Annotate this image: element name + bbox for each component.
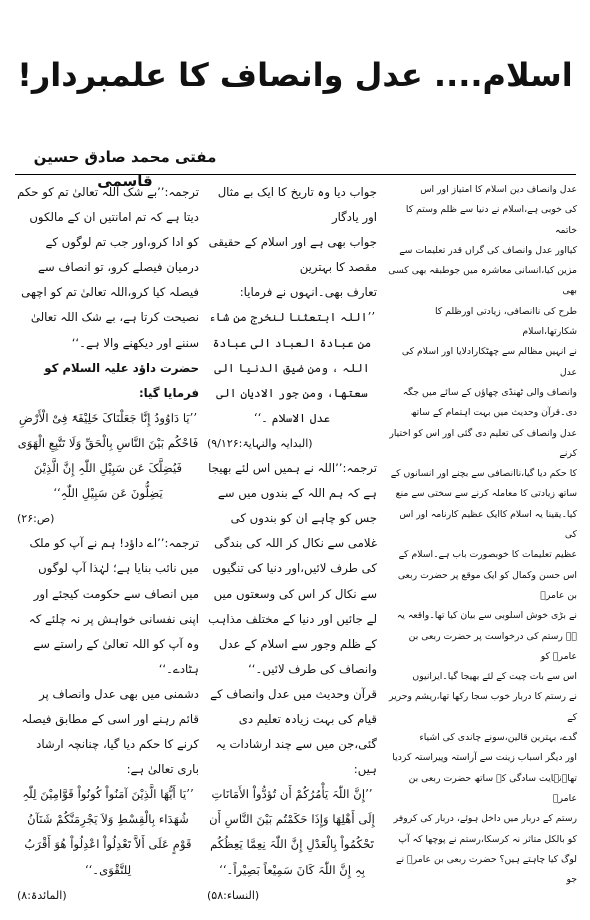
quran-verse: ’’إِنَّ اللّٰہَ یَأْمُرُکُمْ أَن تُؤدُّواْ الأَمَانَاتِ إِلَی أَھْلِھَا وَإِذَا حَکَمْتُم بَیْنَ النَّاسِ أَن تَحْکُمُواْ بِالْعَدْلِ إِنَّ اللّٰہَ نِعِمَّا یَعِظُکُم بِہِ إِنَّ اللّٰہَ کَانَ سَمِیْعاً بَصِیْراً۔‘‘ (209, 787, 375, 877)
body-line: عدل وانصاف دین اسلام کا امتیاز اور اس (420, 184, 577, 195)
translation-paragraph: ترجمہ:’’اے داؤد! ہم نے آپ کو ملک میں نائب بنایا ہے؛ لہٰذا آپ لوگوں میں انصاف سے حکومت کیجئے اور اپنی نفسانی خواہش پر نہ چلئے کہ وہ آپ کو اللہ تعالیٰ کے راستے سے ہٹادے۔‘‘ (28, 536, 199, 676)
column-middle (207, 180, 377, 908)
header-divider (15, 174, 576, 175)
body-line: کو بالکل متاثر نہ کرسکا،رستم نے پوچھا کہ آپ (398, 833, 577, 845)
column-right (387, 180, 577, 890)
quran-verse: ’’یَا أَیُّھَا الَّذِیْنَ آمَنُواْ کُونُواْ قَوَّامِیْنَ لِلّٰہِ شُھَدَاء بِالْقِسْطِ وَلاَ یَجْرِمَنَّکُمْ شَنَآنُ قَوْمٍ عَلَی أَلاَّ تَعْدِلُواْ اعْدِلُواْ ھُوَ أَقْرَبُ لِلتَّقْوَی۔‘‘ (22, 787, 194, 877)
body-paragraph: قرآن وحدیث میں عدل وانصاف کے قیام کی بہت زیادہ تعلیم دی گئی،جن میں سے چند ارشادات یہ ہیں: (210, 686, 377, 777)
body-line: کیااور عدل وانصاف کی گراں قدر تعلیمات سے (399, 244, 577, 256)
body-line: تعارف بھی۔انہوں نے فرمایا: (239, 285, 377, 300)
body-line: تھا۔نہایت سادگی کے ساتھ حضرت ربعی بن عامرؓ (408, 772, 577, 804)
body-line: مزین کیا،انسانی معاشرہ میں جوطبقہ بھی کسی بھی (388, 265, 577, 297)
verse-reference: (المائدۃ:۸) (17, 888, 67, 902)
body-line: نے بڑی خوش اسلوبی سے بیان کیا تھا۔واقعہ یہ (396, 610, 577, 622)
translation-paragraph: ترجمہ:’’بے شک اللہ تعالیٰ تم کو حکم دیتا ہے کہ تم امانتیں ان کے مالکوں کو ادا کرو،اور جب تم لوگوں کے درمیان فیصلے کرو، تو انصاف سے فیصلہ کیا کرو،اللہ تعالیٰ تم کو اچھی نصیحت کرتا ہے، بے شک اللہ تعالیٰ سننے اور دیکھنے والا ہے۔‘‘ (17, 185, 199, 350)
body-line: گدے، بہترین قالین،سونے چاندی کی اشیاء (419, 732, 577, 744)
author-byline: مفتی محمد صادق حسین قاسمی (33, 148, 217, 190)
body-line: رستم کے دربار میں داخل ہوئے، دربار کی کروفر (393, 813, 577, 825)
body-line: ہے رستم کی درخواست پر حضرت ربعی بن عامرؓ کو (408, 630, 577, 662)
body-line: اور دیگر اسباب زینت سے آراستہ وپیراستہ کردیا (392, 752, 577, 764)
body-line: دی۔قرآن وحدیث میں بہت اہتمام کے ساتھ (410, 407, 577, 419)
article-headline: اسلام.... عدل وانصاف کا علمبردار! (17, 56, 573, 94)
body-line: عظیم تعلیمات کا خوبصورت باب ہے۔اسلام کے (398, 549, 577, 561)
quran-verse: ’’یَا دَاوُودُ إِنَّا جَعَلْنَاکَ خَلِیْفَۃً فِیْ الْأَرْضِ فَاحْکُم بَیْنَ النَّاسِ بِالْحَقِّ وَلَا تَتَّبِعِ الْھَوَی فَیُضِلَّکَ عَن سَبِیْلِ اللّٰہِ إِنَّ الَّذِیْنَ یَضِلُّونَ عَن سَبِیْلِ اللّٰہِ‘‘ (17, 410, 199, 501)
body-line: اس سے بات چیت کے لئے بھیجا گیا۔ایرانیوں (412, 671, 577, 683)
body-line: عدل وانصاف کی تعلیم دی گئی اور اس کو اختیار کرنے (389, 427, 577, 459)
body-paragraph: دشمنی میں بھی عدل وانصاف پر قائم رہنے اور اسی کے مطابق فیصلہ کرنے کا حکم دیا گیا، چنانچہ ارشاد باری تعالیٰ ہے: (21, 686, 199, 777)
body-line: وانصاف والی ٹھنڈی چھاؤں کے سائے میں جگہ (402, 386, 577, 398)
body-line: لوگ کیا چاہتے ہیں؟ حضرت ربعی بن عامرؓ نے جو (396, 853, 577, 886)
column-left (17, 180, 199, 908)
body-line: طرح کی ناانصافی، زیادتی اورظلم کا شکارتھا،اسلام (434, 305, 577, 338)
body-line: کی خوبی ہے،اسلام نے دنیا سے ظلم وستم کا خاتمہ (405, 204, 577, 236)
body-line: کا حکم دیا گیا،ناانصافی سے بچنے اور انسانوں کے (390, 468, 577, 480)
body-line: نے انہیں مظالم سے چھٹکارادلایا اور اسلام کی عدل (401, 346, 577, 378)
body-line: اس حسن وکمال کو ایک موقع پر حضرت ربعی بن عامرؓ (397, 569, 577, 601)
arabic-quote: ’’اللہ ابتعثنا لنخرج من شاء من عبادۃ العباد الی عبادۃ اللہ ، ومن ضیق الدنیا الی سعتھا، ومن جور الادیان الی عدل الاسلام ۔‘‘ (208, 310, 376, 425)
body-line: جواب بھی ہے اور اسلام کے حقیقی مقصد کا بہترین (208, 235, 377, 275)
body-line: ساتھ زیادتی کا معاملہ کرنے سے سختی سے منع (395, 488, 577, 500)
verse-reference: (ص:۲۶) (17, 512, 55, 526)
verse-reference: (النساء:۵۸) (207, 888, 260, 902)
arabic-quote-reference: (البدایہ والنہایۃ:۹/۱۲۶) (207, 436, 313, 450)
section-lead: حضرت داؤد علیہ السلام کو فرمایا گیا: (44, 360, 199, 400)
body-line: کیا۔یقینا یہ اسلام کاایک عظیم کارنامہ اور اس کی (399, 508, 577, 541)
body-line: جواب دیا وہ تاریخ کا ایک بے مثال اور یادگار (217, 185, 377, 225)
body-line: نے رستم کا دربار خوب سجا رکھا تھا،ریشم وحریر کے (388, 691, 577, 723)
translation-paragraph: ترجمہ:’’اللہ نے ہمیں اس لئے بھیجا ہے کہ ہم اللہ کے بندوں میں سے جس کو چاہے ان کو بندوں کی غلامی سے نکال کر اللہ کی بندگی کی طرف لائیں،اور دنیا کی تنگیوں سے نکال کر اس کی وسعتوں میں لے جائیں اور دنیا کے مختلف مذاہب کے ظلم وجور سے اسلام کے عدل وانصاف کی طرف لائیں۔‘‘ (208, 461, 377, 676)
